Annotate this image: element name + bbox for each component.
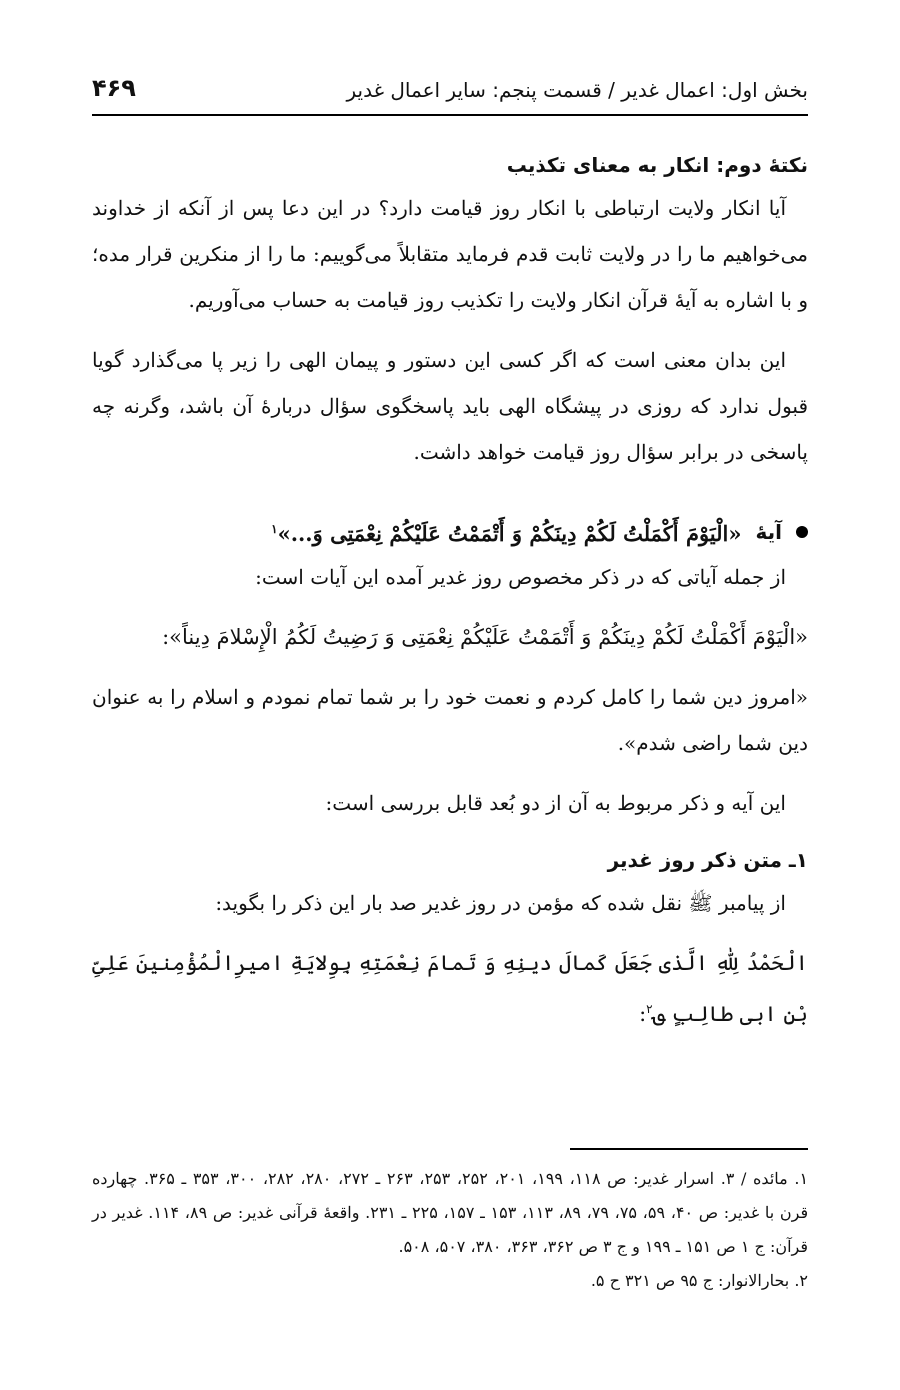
verse-bullet-text: [271, 509, 741, 554]
page-body: [92, 145, 808, 1037]
running-header-title: بخش اول: اعمال غدیر / قسمت پنجم: سایر اعمال غدیر: [346, 78, 808, 102]
footnotes: [92, 1162, 808, 1298]
paragraph-denial-question: آیا انکار ولایت ارتباطی با انکار روز قیامت دارد؟ در این دعا پس از آنکه از خداوند می‌خواهیم ما را در ولایت ثابت قدم فرماید متقابلاً می‌گوییم: ما را از منکرین قرار مده؛ و با اشاره به آیهٔ قرآن انکار ولایت را تکذیب روز قیامت به حساب می‌آوریم.: [92, 196, 808, 312]
footnote-separator: [570, 1148, 808, 1150]
verse-translation: «امروز دین شما را کامل کردم و نعمت خود را بر شما تمام نمودم و اسلام را به عنوان دین شما راضی شدم».: [92, 685, 808, 755]
footnote-1: ۱. مائده / ۳. اسرار غدیر: ص ۱۱۸، ۱۹۹، ۲۰۱، ۲۵۲، ۲۵۳، ۲۶۳ ـ ۲۷۲، ۲۸۰، ۲۸۲، ۳۰۰، ۳۵۳ ـ ۳۶۵. چهارده قرن با غدیر: ص ۴۰، ۵۹، ۷۵، ۷۹، ۸۹، ۱۱۳، ۱۵۳ ـ ۱۵۷، ۲۲۵ ـ ۲۳۱. واقعهٔ قرآنی غدیر: ص ۸۹، ۱۱۴. غدیر در قرآن: ج ۱ ص ۱۵۱ ـ ۱۹۹ و ج ۳ ص ۳۶۲، ۳۶۳، ۳۸۰، ۵۰۷، ۵۰۸.: [92, 1169, 809, 1256]
ghadir-dhikr-end: :: [639, 1002, 647, 1026]
ghadir-dhikr-arabic: الْحَمْدُ لِلّٰهِ الَّذی جَعَلَ کَمالَ دینِهِ وَ تَمامَ نِعْمَتِهِ بِوِلایَةِ امیرِالْمُؤْمِنینَ عَلِیِّ بْنِ ابی طالِبٍ ؈: [92, 951, 808, 1026]
footnote-ref-1: ۱: [271, 522, 278, 536]
footnote-2: ۲. بحارالانوار: ج ۹۵ ص ۳۲۱ ح ۵.: [590, 1271, 808, 1290]
bullet-dot-icon: [796, 526, 808, 538]
running-header: [92, 70, 808, 116]
verse-bullet-prefix: آیهٔ: [755, 519, 782, 544]
page-number: ۴۶۹: [92, 74, 136, 102]
quran-verse-quote: «الْیَوْمَ أَکْمَلْتُ لَکُمْ دِینَکُمْ وَ أَتْمَمْتُ عَلَیْکُمْ نِعْمَتِی وَ رَضِیتُ لَکُمُ الْإِسْلامَ دِیناً»:: [162, 625, 808, 649]
paragraph-verses-intro: از جمله آیاتی که در ذکر مخصوص روز غدیر آمده این آیات است:: [255, 565, 786, 589]
verse-bullet-item: [92, 509, 808, 554]
verse-bullet-arabic: «الْیَوْمَ أَکْمَلْتُ لَکُمْ دِینَکُمْ وَ أَتْمَمْتُ عَلَیْکُمْ نِعْمَتِی وَ...»: [277, 521, 742, 546]
footnote-ref-2: ۲: [646, 1002, 653, 1016]
paragraph-two-aspects: این آیه و ذکر مربوط به آن از دو بُعد قابل بررسی است:: [325, 791, 786, 815]
section-heading-dhikr-text: ۱ـ متن ذکر روز غدیر: [607, 848, 808, 872]
section-heading-second-point: نکتهٔ دوم: انکار به معنای تکذیب: [506, 153, 808, 177]
paragraph-prophet-narration: از پیامبر ﷺ نقل شده که مؤمن در روز غدیر صد بار این ذکر را بگوید:: [215, 891, 786, 915]
paragraph-meaning: این بدان معنی است که اگر کسی این دستور و پیمان الهی را زیر پا می‌گذارد گویا قبول ندارد که روزی در پیشگاه الهی باید پاسخگوی سؤال دربارهٔ آن باشد، وگرنه چه پاسخی در برابر سؤال روز قیامت خواهد داشت.: [92, 348, 808, 464]
ghadir-dhikr-text: [92, 940, 808, 1037]
